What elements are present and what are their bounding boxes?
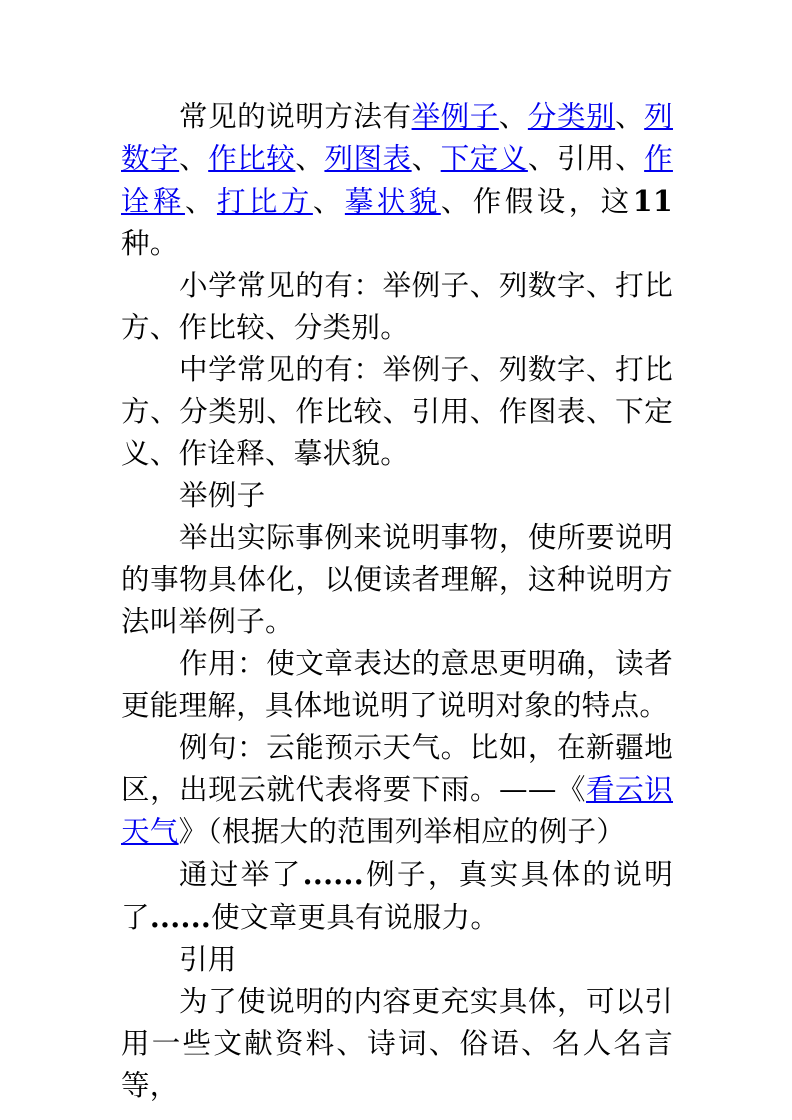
intro-tail-pre: 作假设，这 bbox=[472, 185, 633, 218]
example-definition: 举出实际事例来说明事物，使所要说明的事物具体化，以便读者理解，这种说明方法叫举例子。 bbox=[121, 521, 673, 638]
link-lie-shu-zi[interactable]: 列数字 bbox=[121, 100, 673, 175]
example-sentence-after: 》（根据大的范围列举相应的例子） bbox=[178, 815, 626, 848]
middle-school-paragraph: 中学常见的有：举例子、列数字、打比方、分类别、作比较、引用、作图表、下定义、作诠释、摹状貌。 bbox=[121, 353, 673, 470]
link-da-bi-fang[interactable]: 打比方 bbox=[216, 185, 313, 218]
heading-example: 举例子 bbox=[179, 479, 266, 512]
intro-lead: 常见的说明方法有 bbox=[179, 100, 412, 133]
template-dots-1: ...... bbox=[302, 857, 364, 891]
link-fen-lei-bie[interactable]: 分类别 bbox=[527, 100, 616, 133]
primary-school-paragraph: 小学常见的有：举例子、列数字、打比方、作比较、分类别。 bbox=[121, 269, 673, 344]
template-sentence: 通过举了......例子，真实具体的说明了......使文章更具有说服力。 bbox=[121, 857, 673, 934]
link-lie-tu-biao[interactable]: 列图表 bbox=[324, 142, 412, 175]
intro-mid-text: 引用 bbox=[556, 142, 616, 175]
intro-count: 11 bbox=[632, 184, 673, 218]
example-sentence-text: 例句：云能预示天气。比如，在新疆地区，出现云就代表将要下雨。——《 bbox=[121, 731, 673, 806]
intro-paragraph: 常见的说明方法有举例子、分类别、列数字、作比较、列图表、下定义、引用、作诠释、打比方、摹状貌、作假设，这11种。 bbox=[121, 100, 673, 260]
link-zuo-bi-jiao[interactable]: 作比较 bbox=[208, 142, 296, 175]
link-ju-li-zi[interactable]: 举例子 bbox=[411, 100, 499, 133]
link-xia-ding-yi[interactable]: 下定义 bbox=[440, 142, 528, 175]
link-zuo-quan-shi[interactable]: 作诠释 bbox=[121, 142, 673, 218]
example-effect: 作用：使文章表达的意思更明确，读者更能理解，具体地说明了说明对象的特点。 bbox=[121, 647, 673, 722]
document-page bbox=[121, 96, 673, 1107]
link-kan-yun-shi-tian-qi[interactable]: 看云识天气 bbox=[121, 773, 673, 848]
heading-quote: 引用 bbox=[179, 943, 237, 976]
intro-tail-post: 种。 bbox=[121, 227, 179, 260]
example-sentence bbox=[121, 727, 673, 853]
link-mo-zhuang-mao[interactable]: 摹状貌 bbox=[344, 185, 441, 218]
quote-definition: 为了使说明的内容更充实具体，可以引用一些文献资料、诗词、俗语、名人名言等， bbox=[121, 985, 673, 1102]
template-dots-2: ...... bbox=[149, 900, 212, 934]
